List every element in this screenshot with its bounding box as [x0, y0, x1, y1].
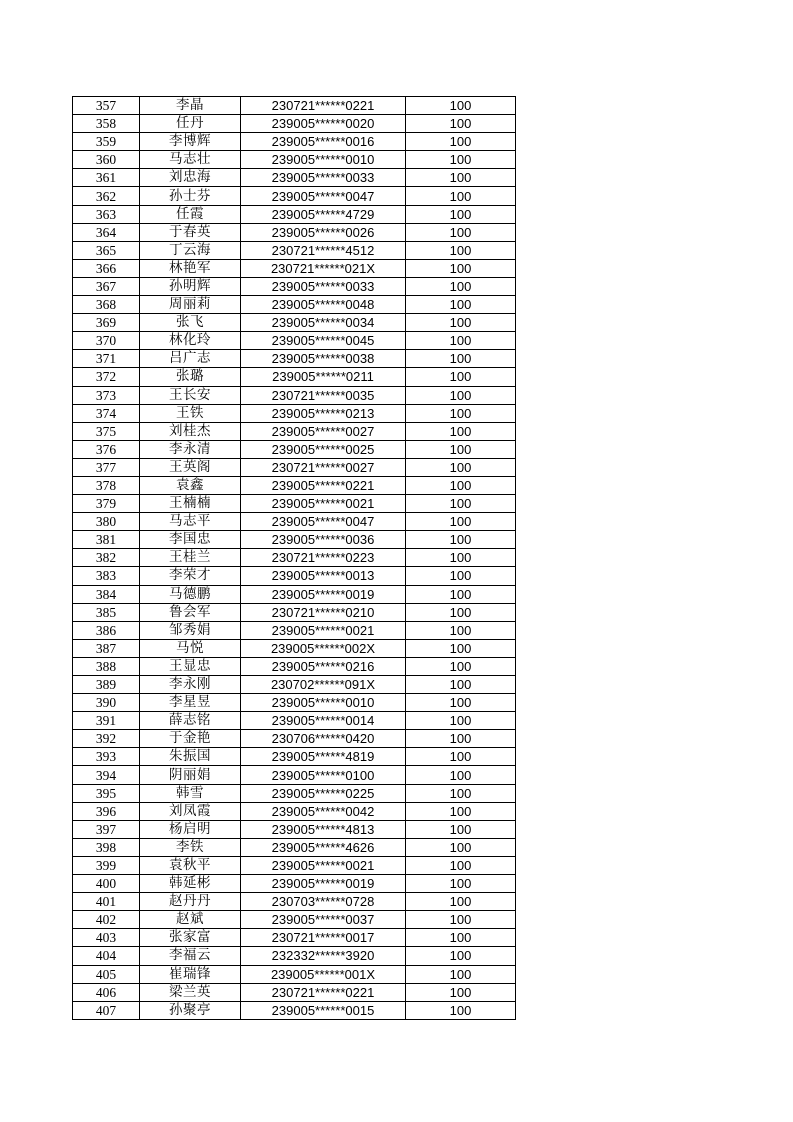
name-cell: 孙聚亭: [140, 1001, 241, 1019]
name-cell: 韩雪: [140, 784, 241, 802]
row-number-cell: 381: [73, 531, 140, 549]
id-number-cell: 239005******4819: [241, 748, 406, 766]
score-cell: 100: [406, 784, 516, 802]
table-row: [73, 838, 516, 856]
table-row: [73, 748, 516, 766]
score-cell: 100: [406, 694, 516, 712]
table-row: [73, 621, 516, 639]
id-number-cell: 230703******0728: [241, 893, 406, 911]
name-cell: 于金艳: [140, 730, 241, 748]
score-cell: 100: [406, 205, 516, 223]
id-number-cell: 230721******0221: [241, 983, 406, 1001]
row-number-cell: 394: [73, 766, 140, 784]
row-number-cell: 400: [73, 875, 140, 893]
score-cell: 100: [406, 911, 516, 929]
row-number-cell: 386: [73, 621, 140, 639]
score-cell: 100: [406, 820, 516, 838]
id-number-cell: 230702******091X: [241, 676, 406, 694]
table-row: [73, 929, 516, 947]
table-row: [73, 386, 516, 404]
table-row: [73, 875, 516, 893]
table-row: [73, 585, 516, 603]
id-number-cell: 239005******0033: [241, 169, 406, 187]
row-number-cell: 370: [73, 332, 140, 350]
row-number-cell: 383: [73, 567, 140, 585]
table-row: [73, 296, 516, 314]
score-cell: 100: [406, 766, 516, 784]
name-cell: 赵斌: [140, 911, 241, 929]
table-row: [73, 1001, 516, 1019]
row-number-cell: 373: [73, 386, 140, 404]
id-number-cell: 230706******0420: [241, 730, 406, 748]
id-number-cell: 239005******0010: [241, 694, 406, 712]
table-row: [73, 241, 516, 259]
id-number-cell: 230721******0035: [241, 386, 406, 404]
id-number-cell: 239005******0021: [241, 621, 406, 639]
table-row: [73, 495, 516, 513]
score-cell: 100: [406, 151, 516, 169]
score-cell: 100: [406, 259, 516, 277]
score-cell: 100: [406, 404, 516, 422]
table-row: [73, 133, 516, 151]
id-number-cell: 239005******0027: [241, 422, 406, 440]
table-row: [73, 911, 516, 929]
table-row: [73, 730, 516, 748]
name-cell: 赵丹丹: [140, 893, 241, 911]
id-number-cell: 239005******4729: [241, 205, 406, 223]
table-row: [73, 766, 516, 784]
name-cell: 马悦: [140, 639, 241, 657]
row-number-cell: 399: [73, 856, 140, 874]
table-row: [73, 820, 516, 838]
row-number-cell: 380: [73, 513, 140, 531]
score-cell: 100: [406, 929, 516, 947]
table-row: [73, 205, 516, 223]
row-number-cell: 407: [73, 1001, 140, 1019]
score-cell: 100: [406, 856, 516, 874]
name-cell: 马德鹏: [140, 585, 241, 603]
name-cell: 任丹: [140, 115, 241, 133]
name-cell: 韩延彬: [140, 875, 241, 893]
table-row: [73, 603, 516, 621]
table-row: [73, 784, 516, 802]
name-cell: 王长安: [140, 386, 241, 404]
row-number-cell: 359: [73, 133, 140, 151]
row-number-cell: 361: [73, 169, 140, 187]
table-row: [73, 332, 516, 350]
id-number-cell: 239005******0047: [241, 187, 406, 205]
name-cell: 李福云: [140, 947, 241, 965]
score-cell: 100: [406, 332, 516, 350]
score-cell: 100: [406, 314, 516, 332]
name-cell: 王楠楠: [140, 495, 241, 513]
score-cell: 100: [406, 965, 516, 983]
score-cell: 100: [406, 277, 516, 295]
score-cell: 100: [406, 440, 516, 458]
score-cell: 100: [406, 802, 516, 820]
id-number-cell: 230721******0210: [241, 603, 406, 621]
score-cell: 100: [406, 567, 516, 585]
row-number-cell: 378: [73, 476, 140, 494]
score-cell: 100: [406, 187, 516, 205]
id-number-cell: 239005******0037: [241, 911, 406, 929]
row-number-cell: 395: [73, 784, 140, 802]
name-cell: 袁秋平: [140, 856, 241, 874]
score-cell: 100: [406, 169, 516, 187]
name-cell: 李荣才: [140, 567, 241, 585]
row-number-cell: 375: [73, 422, 140, 440]
name-cell: 林艳军: [140, 259, 241, 277]
row-number-cell: 374: [73, 404, 140, 422]
score-cell: 100: [406, 1001, 516, 1019]
table-row: [73, 531, 516, 549]
table-row: [73, 856, 516, 874]
name-cell: 林化玲: [140, 332, 241, 350]
table-row: [73, 513, 516, 531]
score-cell: 100: [406, 585, 516, 603]
id-number-cell: 239005******0225: [241, 784, 406, 802]
id-number-cell: 239005******0021: [241, 495, 406, 513]
row-number-cell: 365: [73, 241, 140, 259]
score-cell: 100: [406, 476, 516, 494]
row-number-cell: 398: [73, 838, 140, 856]
name-cell: 刘桂杰: [140, 422, 241, 440]
name-cell: 张家富: [140, 929, 241, 947]
id-number-cell: 239005******0019: [241, 875, 406, 893]
row-number-cell: 377: [73, 458, 140, 476]
id-number-cell: 239005******0034: [241, 314, 406, 332]
score-cell: 100: [406, 676, 516, 694]
name-cell: 鲁会军: [140, 603, 241, 621]
score-cell: 100: [406, 549, 516, 567]
id-number-cell: 232332******3920: [241, 947, 406, 965]
row-number-cell: 385: [73, 603, 140, 621]
score-cell: 100: [406, 97, 516, 115]
score-cell: 100: [406, 513, 516, 531]
score-cell: 100: [406, 296, 516, 314]
table-row: [73, 115, 516, 133]
row-number-cell: 364: [73, 223, 140, 241]
id-number-cell: 239005******0021: [241, 856, 406, 874]
name-cell: 刘凤霞: [140, 802, 241, 820]
row-number-cell: 392: [73, 730, 140, 748]
id-number-cell: 239005******4626: [241, 838, 406, 856]
name-cell: 阴丽娟: [140, 766, 241, 784]
table-row: [73, 440, 516, 458]
id-number-cell: 239005******0048: [241, 296, 406, 314]
table-row: [73, 712, 516, 730]
name-cell: 杨启明: [140, 820, 241, 838]
table-row: [73, 947, 516, 965]
table-row: [73, 965, 516, 983]
name-cell: 于春英: [140, 223, 241, 241]
id-number-cell: 239005******0045: [241, 332, 406, 350]
score-cell: 100: [406, 838, 516, 856]
row-number-cell: 382: [73, 549, 140, 567]
table-row: [73, 422, 516, 440]
id-number-cell: 230721******0017: [241, 929, 406, 947]
row-number-cell: 362: [73, 187, 140, 205]
score-cell: 100: [406, 133, 516, 151]
id-number-cell: 239005******0100: [241, 766, 406, 784]
table-row: [73, 983, 516, 1001]
table-row: [73, 549, 516, 567]
id-number-cell: 239005******0026: [241, 223, 406, 241]
table-row: [73, 169, 516, 187]
score-cell: 100: [406, 495, 516, 513]
table-row: [73, 893, 516, 911]
name-cell: 王铁: [140, 404, 241, 422]
name-cell: 李晶: [140, 97, 241, 115]
id-number-cell: 239005******0211: [241, 368, 406, 386]
id-number-cell: 239005******0013: [241, 567, 406, 585]
row-number-cell: 404: [73, 947, 140, 965]
score-cell: 100: [406, 603, 516, 621]
score-cell: 100: [406, 893, 516, 911]
table-row: [73, 802, 516, 820]
row-number-cell: 390: [73, 694, 140, 712]
id-number-cell: 230721******0221: [241, 97, 406, 115]
id-number-cell: 239005******001X: [241, 965, 406, 983]
table-row: [73, 151, 516, 169]
table-row: [73, 676, 516, 694]
score-cell: 100: [406, 947, 516, 965]
score-cell: 100: [406, 458, 516, 476]
id-number-cell: 239005******0014: [241, 712, 406, 730]
row-number-cell: 368: [73, 296, 140, 314]
table-row: [73, 187, 516, 205]
table-row: [73, 97, 516, 115]
name-cell: 邹秀娟: [140, 621, 241, 639]
name-cell: 李星昱: [140, 694, 241, 712]
table-row: [73, 350, 516, 368]
row-number-cell: 396: [73, 802, 140, 820]
name-cell: 张飞: [140, 314, 241, 332]
row-number-cell: 405: [73, 965, 140, 983]
score-cell: 100: [406, 621, 516, 639]
id-number-cell: 230721******021X: [241, 259, 406, 277]
id-number-cell: 239005******0019: [241, 585, 406, 603]
row-number-cell: 406: [73, 983, 140, 1001]
name-cell: 张璐: [140, 368, 241, 386]
score-cell: 100: [406, 531, 516, 549]
row-number-cell: 366: [73, 259, 140, 277]
name-cell: 马志平: [140, 513, 241, 531]
id-number-cell: 239005******0036: [241, 531, 406, 549]
row-number-cell: 371: [73, 350, 140, 368]
name-cell: 袁鑫: [140, 476, 241, 494]
name-cell: 孙明辉: [140, 277, 241, 295]
name-cell: 李国忠: [140, 531, 241, 549]
row-number-cell: 372: [73, 368, 140, 386]
id-number-cell: 239005******0047: [241, 513, 406, 531]
score-cell: 100: [406, 115, 516, 133]
name-cell: 王桂兰: [140, 549, 241, 567]
table-row: [73, 368, 516, 386]
row-number-cell: 397: [73, 820, 140, 838]
name-cell: 丁云海: [140, 241, 241, 259]
id-number-cell: 239005******0025: [241, 440, 406, 458]
name-cell: 马志壮: [140, 151, 241, 169]
score-cell: 100: [406, 241, 516, 259]
row-number-cell: 363: [73, 205, 140, 223]
table-row: [73, 476, 516, 494]
score-cell: 100: [406, 639, 516, 657]
id-number-cell: 239005******0020: [241, 115, 406, 133]
row-number-cell: 357: [73, 97, 140, 115]
row-number-cell: 403: [73, 929, 140, 947]
score-cell: 100: [406, 350, 516, 368]
row-number-cell: 369: [73, 314, 140, 332]
score-cell: 100: [406, 368, 516, 386]
id-number-cell: 239005******0010: [241, 151, 406, 169]
score-cell: 100: [406, 875, 516, 893]
id-number-cell: 239005******0042: [241, 802, 406, 820]
table-row: [73, 639, 516, 657]
row-number-cell: 391: [73, 712, 140, 730]
score-cell: 100: [406, 730, 516, 748]
score-cell: 100: [406, 386, 516, 404]
row-number-cell: 388: [73, 657, 140, 675]
row-number-cell: 393: [73, 748, 140, 766]
table-row: [73, 223, 516, 241]
row-number-cell: 402: [73, 911, 140, 929]
id-number-cell: 239005******0033: [241, 277, 406, 295]
name-cell: 孙士芬: [140, 187, 241, 205]
name-cell: 李博辉: [140, 133, 241, 151]
table-row: [73, 657, 516, 675]
name-cell: 薛志铭: [140, 712, 241, 730]
id-number-cell: 239005******0015: [241, 1001, 406, 1019]
name-cell: 李铁: [140, 838, 241, 856]
name-cell: 周丽莉: [140, 296, 241, 314]
id-number-cell: 239005******0216: [241, 657, 406, 675]
row-number-cell: 379: [73, 495, 140, 513]
id-number-cell: 239005******0038: [241, 350, 406, 368]
id-number-cell: 239005******0213: [241, 404, 406, 422]
score-cell: 100: [406, 712, 516, 730]
name-cell: 王显忠: [140, 657, 241, 675]
name-cell: 朱振国: [140, 748, 241, 766]
table-row: [73, 314, 516, 332]
score-cell: 100: [406, 983, 516, 1001]
name-cell: 李永清: [140, 440, 241, 458]
name-cell: 崔瑞锋: [140, 965, 241, 983]
id-number-cell: 239005******002X: [241, 639, 406, 657]
table-row: [73, 567, 516, 585]
roster-table: [72, 96, 516, 1020]
row-number-cell: 367: [73, 277, 140, 295]
row-number-cell: 389: [73, 676, 140, 694]
score-cell: 100: [406, 748, 516, 766]
id-number-cell: 239005******0221: [241, 476, 406, 494]
row-number-cell: 358: [73, 115, 140, 133]
row-number-cell: 387: [73, 639, 140, 657]
score-cell: 100: [406, 223, 516, 241]
name-cell: 梁兰英: [140, 983, 241, 1001]
id-number-cell: 230721******0223: [241, 549, 406, 567]
row-number-cell: 360: [73, 151, 140, 169]
table-row: [73, 277, 516, 295]
table-row: [73, 259, 516, 277]
row-number-cell: 384: [73, 585, 140, 603]
name-cell: 王英阁: [140, 458, 241, 476]
name-cell: 任霞: [140, 205, 241, 223]
id-number-cell: 239005******0016: [241, 133, 406, 151]
id-number-cell: 230721******4512: [241, 241, 406, 259]
table-row: [73, 694, 516, 712]
score-cell: 100: [406, 422, 516, 440]
row-number-cell: 376: [73, 440, 140, 458]
roster-table-body: [73, 97, 516, 1020]
table-row: [73, 458, 516, 476]
name-cell: 刘忠海: [140, 169, 241, 187]
name-cell: 吕广志: [140, 350, 241, 368]
row-number-cell: 401: [73, 893, 140, 911]
table-row: [73, 404, 516, 422]
id-number-cell: 239005******4813: [241, 820, 406, 838]
id-number-cell: 230721******0027: [241, 458, 406, 476]
name-cell: 李永刚: [140, 676, 241, 694]
score-cell: 100: [406, 657, 516, 675]
